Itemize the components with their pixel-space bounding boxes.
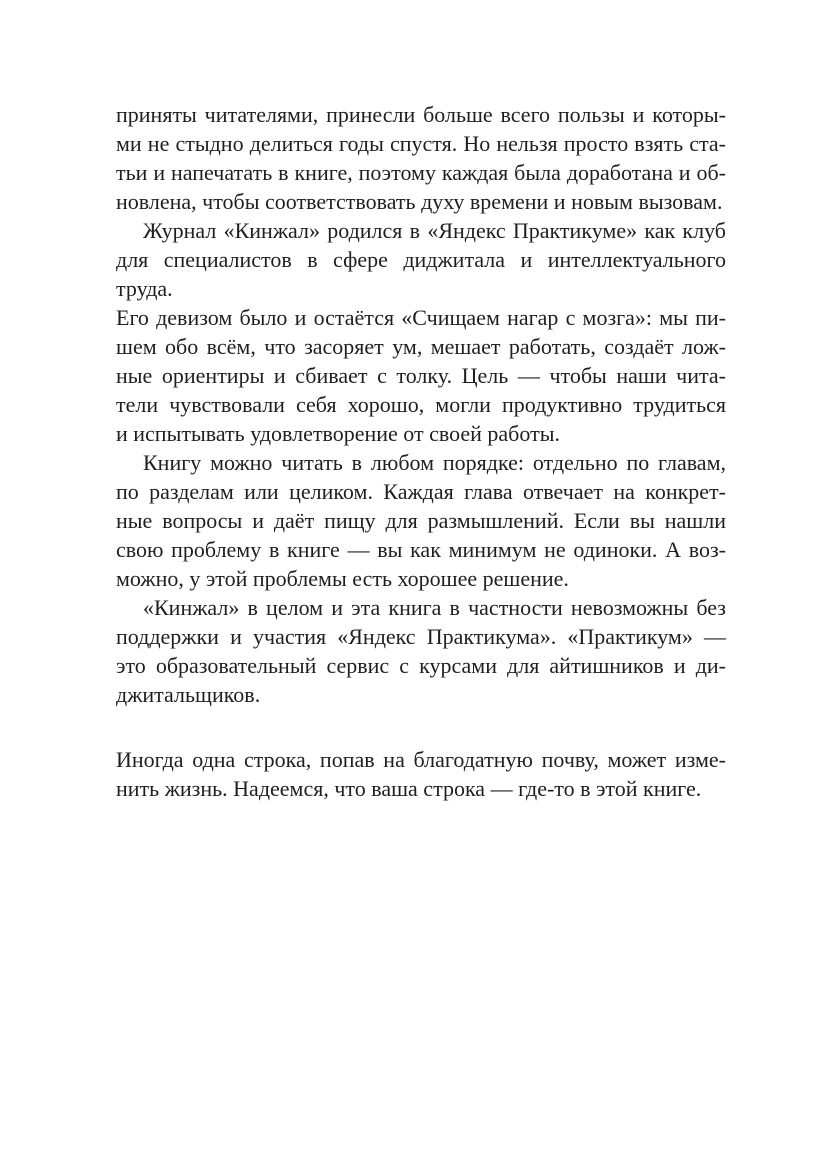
text-line: шем обо всём, что засоряет ум, мешает работать, создаёт лож- <box>116 334 726 359</box>
text-line: можно, у этой проблемы есть хорошее решение. <box>116 566 569 591</box>
text-line: Книгу можно читать в любом порядке: отдельно по главам, <box>143 450 726 475</box>
text-line: ные вопросы и даёт пищу для размышлений. Если вы нашли <box>116 508 726 533</box>
paragraph <box>116 448 726 593</box>
paragraph <box>116 216 726 448</box>
text-line: ми не стыдно делиться годы спустя. Но нельзя просто взять ста- <box>116 131 726 156</box>
text-line: приняты читателями, принесли больше всего пользы и которы- <box>116 102 726 127</box>
paragraph <box>116 593 726 709</box>
text-line: ные ориентиры и сбивает с толку. Цель — чтобы наши чита- <box>116 363 726 388</box>
text-line: поддержки и участия «Яндекс Практикума». «Практикум» — <box>116 624 726 649</box>
text-line: по разделам или целиком. Каждая глава отвечает на конкрет- <box>116 479 726 504</box>
paragraph <box>116 745 726 803</box>
text-line: для специалистов в сфере диджитала и интеллектуального труда. <box>116 247 726 301</box>
text-line: новлена, чтобы соответствовать духу времени и новым вызовам. <box>116 189 723 214</box>
text-line: свою проблему в книге — вы как минимум не одиноки. А воз- <box>116 537 726 562</box>
text-line: Его девизом было и остаётся «Счищаем нагар с мозга»: мы пи- <box>116 305 726 330</box>
text-line: это образовательный сервис с курсами для айтишников и ди- <box>116 653 726 678</box>
text-line: Иногда одна строка, попав на благодатную почву, может изме- <box>116 747 726 772</box>
text-line: джитальщиков. <box>116 682 261 707</box>
text-line: и испытывать удовлетворение от своей работы. <box>116 421 560 446</box>
text-line: нить жизнь. Надеемся, что ваша строка — где-то в этой книге. <box>116 776 702 801</box>
text-line: тьи и напечатать в книге, поэтому каждая была доработана и об- <box>116 160 726 185</box>
body-text <box>116 100 726 803</box>
text-line: тели чувствовали себя хорошо, могли продуктивно трудиться <box>116 392 726 417</box>
paragraph <box>116 100 726 216</box>
text-line: «Кинжал» в целом и эта книга в частности невозможны без <box>143 595 726 620</box>
text-line: Журнал «Кинжал» родился в «Яндекс Практикуме» как клуб <box>143 218 726 243</box>
